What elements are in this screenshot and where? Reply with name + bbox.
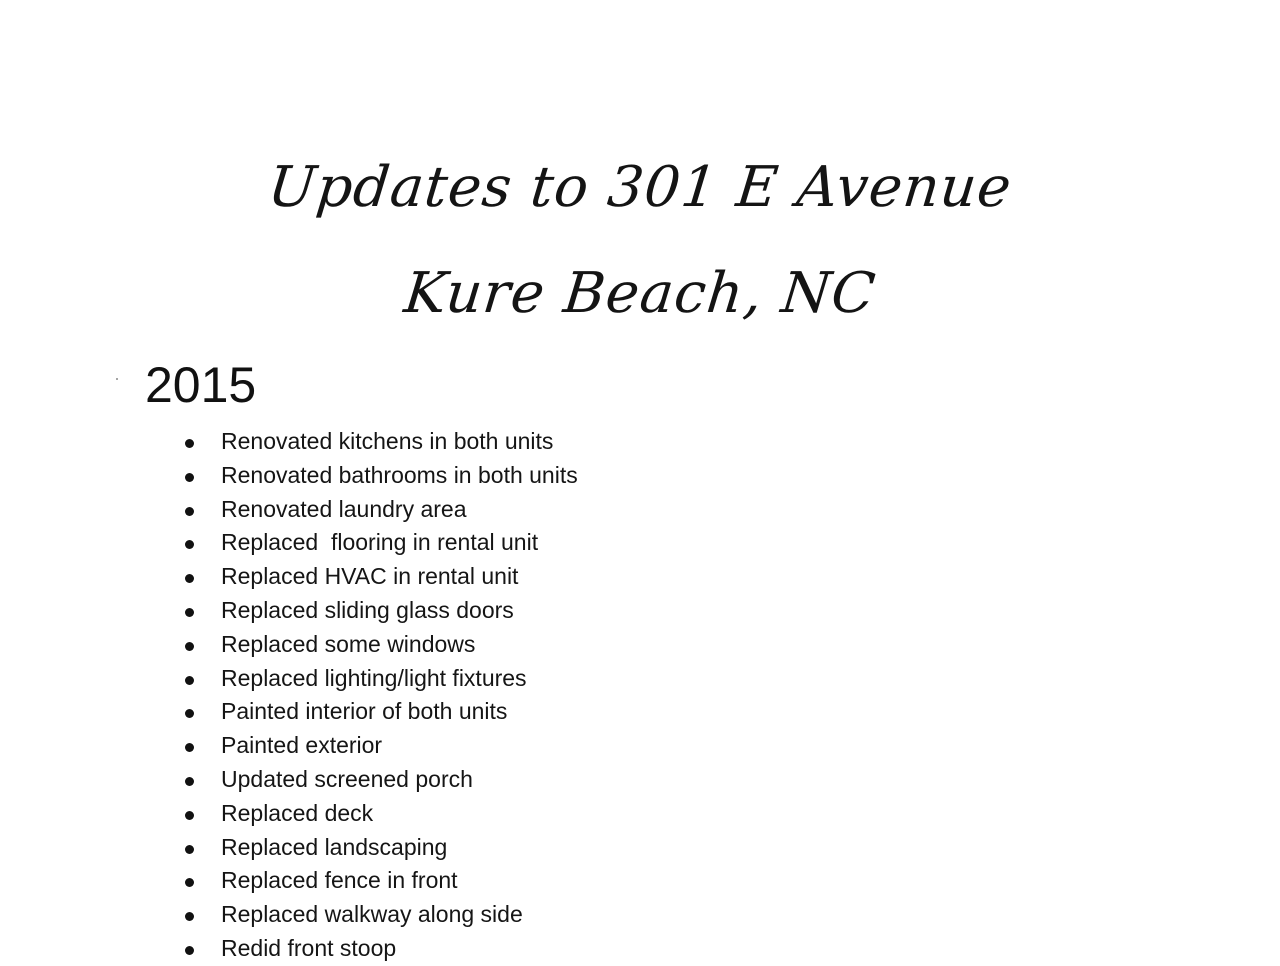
- list-item-label: Replaced deck: [221, 799, 374, 826]
- document-title: Updates to 301 E Avenue: [265, 155, 1015, 220]
- list-item-label: Replaced some windows: [221, 630, 476, 657]
- bullet-icon: [185, 811, 194, 820]
- bullet-icon: [185, 642, 194, 651]
- list-item-label: Replaced fence in front: [221, 867, 458, 894]
- bullet-icon: [185, 608, 194, 617]
- list-item-label: Replaced HVAC in rental unit: [221, 563, 519, 590]
- bullet-icon: [185, 743, 194, 752]
- bullet-icon: [185, 946, 194, 955]
- bullet-icon: [185, 709, 194, 718]
- bullet-icon: [185, 540, 194, 549]
- list-item-label: Renovated laundry area: [221, 495, 467, 522]
- bullet-icon: [185, 912, 194, 921]
- list-item-label: Replaced landscaping: [221, 833, 448, 860]
- bullet-icon: [185, 845, 194, 854]
- list-item-label: Updated screened porch: [221, 765, 473, 792]
- bullet-icon: [185, 676, 194, 685]
- bullet-icon: [185, 878, 194, 887]
- bullet-icon: [185, 777, 194, 786]
- document-subtitle-location: Kure Beach, NC: [401, 261, 879, 326]
- list-item-label: Replaced walkway along side: [221, 901, 523, 928]
- list-item-label: Replaced lighting/light fixtures: [221, 664, 527, 691]
- bullet-icon: [185, 507, 194, 516]
- list-item-label: Replaced sliding glass doors: [221, 596, 514, 623]
- bullet-icon: [185, 574, 194, 583]
- year-heading: 2015: [145, 357, 257, 413]
- bullet-icon: [185, 439, 194, 448]
- list-item-label: Redid front stoop: [221, 934, 397, 961]
- list-item-label: Painted interior of both units: [221, 698, 508, 725]
- bullet-icon: [185, 473, 194, 482]
- scan-speck: [116, 378, 118, 380]
- list-item-label: Renovated kitchens in both units: [221, 428, 554, 454]
- list-item-label: Replaced flooring in rental unit: [221, 529, 539, 556]
- list-item-label: Renovated bathrooms in both units: [221, 461, 578, 488]
- list-item-label: Painted exterior: [221, 732, 383, 759]
